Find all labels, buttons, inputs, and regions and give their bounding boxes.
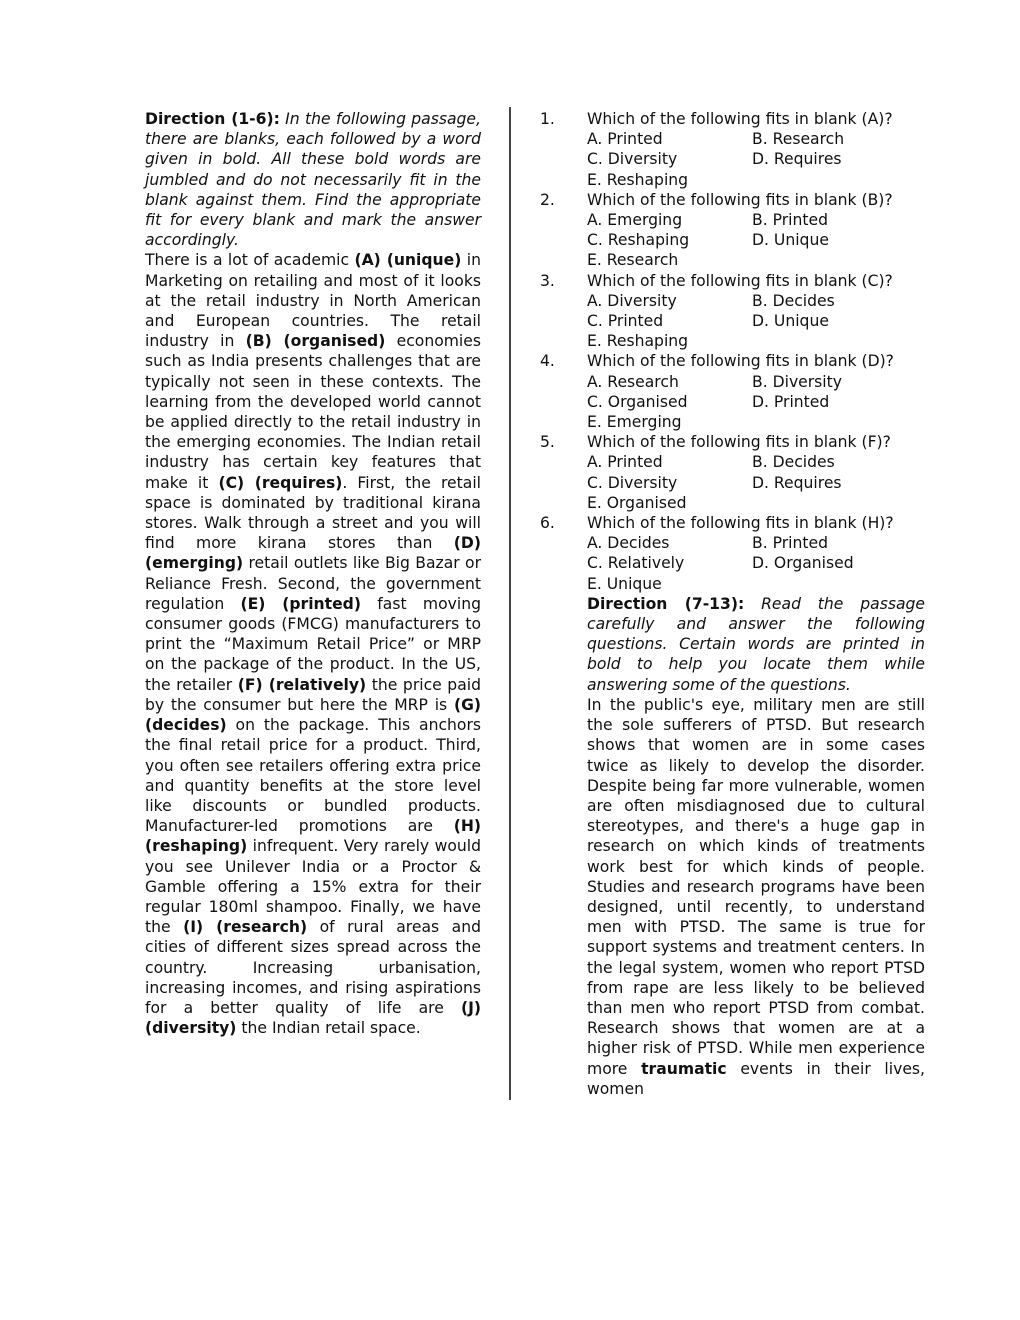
option-list [587, 129, 926, 190]
answer-option[interactable]: E. Organised [587, 493, 687, 512]
answer-option[interactable]: B. Research [752, 130, 845, 149]
answer-option[interactable]: E. Unique [587, 574, 662, 593]
passage-text: events in their lives, women [587, 1059, 925, 1098]
direction-text: In the following passage, there are blanks, each followed by a word given in bold. All these bold words are jumbled and do not necessarily fit in the blank against them. Find the appropriate fit for every blank and mark the answer accordingly. [145, 110, 481, 250]
question-item [540, 432, 926, 513]
right-column [540, 109, 926, 1099]
question-item [540, 513, 926, 594]
question-number: 2. [540, 190, 555, 209]
answer-option[interactable]: D. Organised [752, 554, 854, 573]
answer-option[interactable]: A. Printed [587, 453, 663, 472]
answer-option[interactable]: E. Research [587, 251, 679, 270]
direction-text: Read the passage carefully and answer the following questions. Certain words are printed in bold to help you locate them while answering some of the questions. [587, 594, 925, 694]
question-list [540, 109, 926, 594]
answer-option[interactable]: C. Relatively [587, 554, 685, 573]
blank-marker: (E) (printed) [240, 594, 361, 613]
direction-label: Direction (1-6): [145, 110, 280, 128]
question-text: Which of the following fits in blank (B)? [587, 190, 893, 209]
question-item [540, 271, 926, 352]
column-divider [509, 107, 511, 1100]
answer-option[interactable]: B. Decides [752, 453, 835, 472]
answer-option[interactable]: D. Printed [752, 392, 830, 411]
blank-marker: (F) (relatively) [237, 675, 367, 694]
direction-7-13 [587, 594, 925, 695]
blank-marker: (D) (emerging) [145, 534, 481, 573]
answer-option[interactable]: E. Emerging [587, 413, 682, 432]
answer-option[interactable]: B. Printed [752, 534, 828, 553]
ptsd-passage [587, 695, 925, 1099]
question-text: Which of the following fits in blank (A)? [587, 110, 893, 128]
blank-marker: (A) (unique) [354, 251, 462, 270]
question-item [540, 190, 926, 271]
passage-text: infrequent. Very rarely would you see Unilever India or a Proctor & Gamble offering a 15% extra for their regular 180ml shampoo. Finally, we have the [145, 837, 481, 937]
direction-1-6 [145, 109, 481, 250]
blank-marker: (B) (organised) [245, 332, 386, 351]
blank-marker: (J) (diversity) [145, 998, 481, 1038]
answer-option[interactable]: B. Diversity [752, 372, 842, 391]
question-text: Which of the following fits in blank (C)? [587, 271, 893, 290]
direction-label: Direction (7-13): [587, 594, 745, 613]
answer-option[interactable]: D. Requires [752, 150, 842, 169]
answer-option[interactable]: A. Printed [587, 130, 663, 149]
passage-text: the Indian retail space. [236, 1019, 421, 1038]
option-list [587, 452, 926, 513]
option-list [587, 372, 926, 433]
answer-option[interactable]: A. Decides [587, 534, 670, 553]
question-number: 5. [540, 433, 555, 452]
answer-option[interactable]: E. Reshaping [587, 332, 689, 351]
answer-option[interactable]: A. Research [587, 372, 679, 391]
question-number: 4. [540, 352, 555, 371]
answer-option[interactable]: C. Reshaping [587, 231, 690, 250]
passage-text: on the package. This anchors the final retail price for a product. Third, you often see retailers offering extra price and quantity benefits at the store level like discounts or bundled products. Manufacturer-led promotions are [145, 716, 481, 836]
answer-option[interactable]: B. Decides [752, 291, 835, 310]
answer-option[interactable]: D. Unique [752, 231, 829, 250]
left-column [145, 109, 481, 1038]
passage-text: economies such as India presents challenges that are typically not seen in these contexts. The learning from the developed world cannot be applied directly to the retail industry in the emerging economies. The Indian retail industry has certain key features that make it [145, 332, 481, 492]
answer-option[interactable]: C. Diversity [587, 473, 678, 492]
blank-marker: (G) (decides) [145, 695, 481, 735]
answer-option[interactable]: C. Printed [587, 312, 664, 331]
answer-option[interactable]: E. Reshaping [587, 170, 689, 189]
answer-option[interactable]: C. Organised [587, 392, 688, 411]
answer-option[interactable]: D. Unique [752, 312, 829, 331]
passage-text: retail outlets like Big Bazar or Reliance Fresh. Second, the government regulation [145, 554, 481, 613]
question-item [540, 109, 926, 190]
option-list [587, 210, 926, 271]
question-item [540, 351, 926, 432]
passage-text: of rural areas and cities of different sizes spread across the country. Increasing urbanisation, increasing incomes, and rising aspirations for a better quality of life are [145, 918, 481, 1017]
question-text: Which of the following fits in blank (F)? [587, 433, 891, 452]
answer-option[interactable]: A. Diversity [587, 291, 677, 310]
answer-option[interactable]: B. Printed [752, 211, 828, 230]
answer-option[interactable]: A. Emerging [587, 211, 683, 230]
blank-marker: (I) (research) [183, 918, 308, 937]
answer-option[interactable]: C. Diversity [587, 150, 678, 169]
answer-option[interactable]: D. Requires [752, 473, 842, 492]
bold-keyword: traumatic [641, 1059, 727, 1078]
blank-marker: (H) (reshaping) [145, 817, 481, 856]
question-number: 1. [540, 110, 555, 128]
passage-text: the price paid by the consumer but here the MRP is [145, 675, 481, 714]
retail-passage [145, 250, 481, 1038]
option-list [587, 291, 926, 352]
passage-text: There is a lot of academic [145, 251, 355, 270]
passage-text: In the public's eye, military men are still the sole sufferers of PTSD. But research shows that women are in some cases twice as likely to develop the disorder. Despite being far more vulnerable, women are often misdiagnosed due to cultural stereotypes, and there's a huge gap in research on which kinds of treatments work best for which kinds of people. Studies and research programs have been designed, until recently, to understand men with PTSD. The same is true for support systems and treatment centers. In the legal system, women who report PTSD from rape are less likely to be believed than men who report PTSD from combat. Research shows that women are at a higher risk of PTSD. While men experience more [587, 695, 925, 1078]
passage-text: in Marketing on retailing and most of it looks at the retail industry in North American and European countries. The retail industry in [145, 251, 481, 351]
passage-text: . First, the retail space is dominated by traditional kirana stores. Walk through a street and you will find more kirana stores than [145, 473, 481, 553]
question-number: 3. [540, 271, 555, 290]
question-text: Which of the following fits in blank (H)? [587, 514, 894, 533]
question-text: Which of the following fits in blank (D)? [587, 352, 894, 371]
passage-text: fast moving consumer goods (FMCG) manufacturers to print the “Maximum Retail Price” or MRP on the package of the product. In the US, the retailer [145, 594, 481, 694]
option-list [587, 533, 926, 594]
blank-marker: (C) (requires) [218, 473, 343, 492]
question-number: 6. [540, 514, 555, 533]
